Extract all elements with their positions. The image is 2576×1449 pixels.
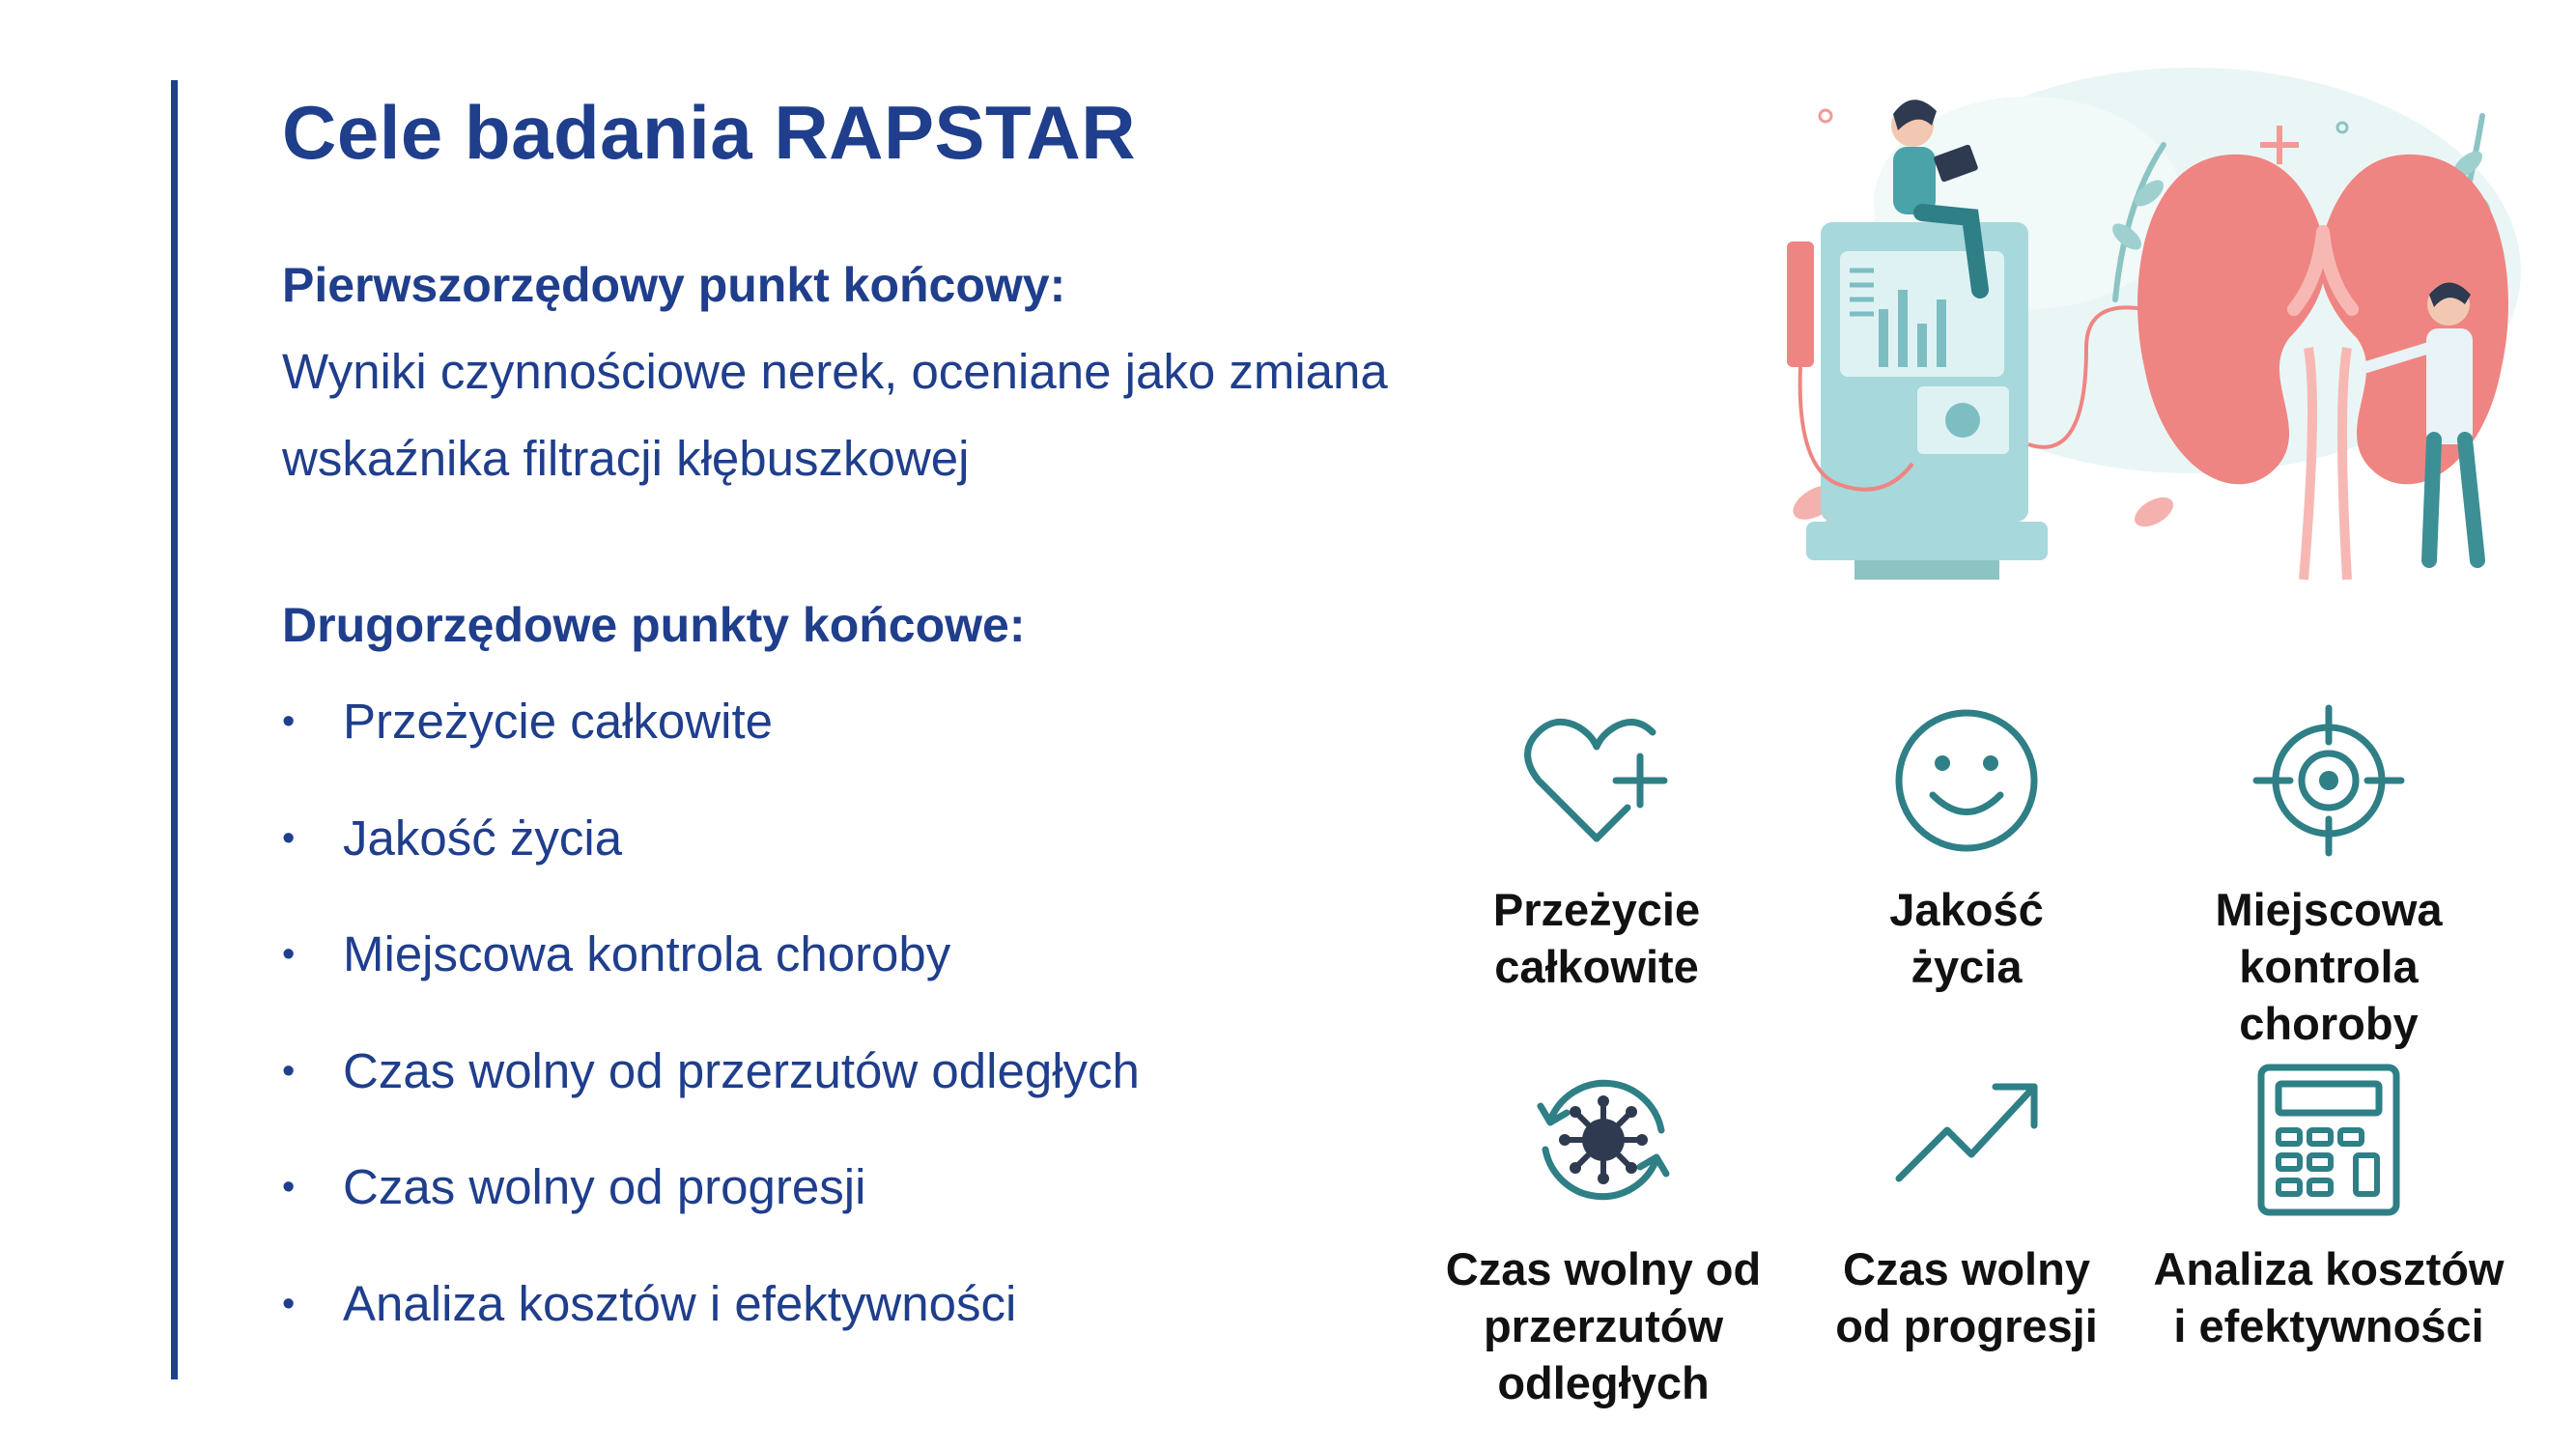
accent-bar bbox=[171, 80, 178, 1379]
primary-endpoint-line: Wyniki czynnościowe nerek, oceniane jako zmiana bbox=[282, 344, 1388, 399]
list-item-text: Analiza kosztów i efektywności bbox=[343, 1275, 1017, 1331]
list-item-text: Czas wolny od progresji bbox=[343, 1159, 866, 1215]
feature-label: Przeżycie całkowite bbox=[1492, 884, 1701, 992]
bullet-icon: • bbox=[282, 1050, 296, 1092]
kidney-dialysis-illustration bbox=[1739, 58, 2531, 599]
list-item-text: Jakość życia bbox=[343, 810, 623, 866]
bullet-icon: • bbox=[282, 1167, 296, 1208]
page-title: Cele badania RAPSTAR bbox=[282, 90, 1137, 175]
secondary-endpoints-heading: Drugorzędowe punkty końcowe: bbox=[282, 598, 1026, 652]
list-item-text: Miejscowa kontrola choroby bbox=[343, 926, 951, 982]
cell-cycle-icon bbox=[1526, 1063, 1681, 1217]
feature-label: Miejscowa kontrola choroby bbox=[2215, 884, 2443, 1049]
smiley-icon bbox=[1889, 703, 2044, 858]
list-item-text: Przeżycie całkowite bbox=[343, 694, 773, 749]
calculator-icon bbox=[2251, 1063, 2406, 1217]
feature-label: Czas wolny od przerzutów odległych bbox=[1445, 1243, 1762, 1408]
primary-endpoint-text bbox=[282, 328, 1538, 502]
feature-label: Jakość życia bbox=[1889, 884, 2044, 992]
list-item bbox=[282, 1151, 1140, 1268]
feature-label: Analiza kosztów i efektywności bbox=[2153, 1243, 2505, 1351]
feature-progression-free bbox=[1783, 1063, 2150, 1354]
feature-label: Czas wolny od progresji bbox=[1835, 1243, 2098, 1351]
feature-quality-of-life bbox=[1783, 703, 2150, 995]
feature-cost-effectiveness bbox=[2145, 1063, 2512, 1354]
primary-endpoint-line: wskaźnika filtracji kłębuszkowej bbox=[282, 431, 970, 486]
list-item bbox=[282, 686, 1140, 803]
bullet-icon: • bbox=[282, 701, 296, 742]
bullet-icon: • bbox=[282, 934, 296, 976]
list-item bbox=[282, 919, 1140, 1036]
trend-up-icon bbox=[1889, 1063, 2044, 1217]
target-icon bbox=[2251, 703, 2406, 858]
feature-metastasis-free bbox=[1420, 1063, 1787, 1411]
list-item bbox=[282, 1036, 1140, 1152]
list-item-text: Czas wolny od przerzutów odległych bbox=[343, 1042, 1140, 1098]
feature-overall-survival bbox=[1413, 703, 1780, 995]
heart-plus-icon bbox=[1519, 703, 1674, 858]
bullet-icon: • bbox=[282, 817, 296, 859]
list-item bbox=[282, 1268, 1140, 1385]
feature-local-control bbox=[2145, 703, 2512, 1052]
bullet-icon: • bbox=[282, 1283, 296, 1324]
secondary-endpoints-list bbox=[282, 686, 1140, 1385]
list-item bbox=[282, 803, 1140, 920]
primary-endpoint-heading: Pierwszorzędowy punkt końcowy: bbox=[282, 258, 1066, 312]
